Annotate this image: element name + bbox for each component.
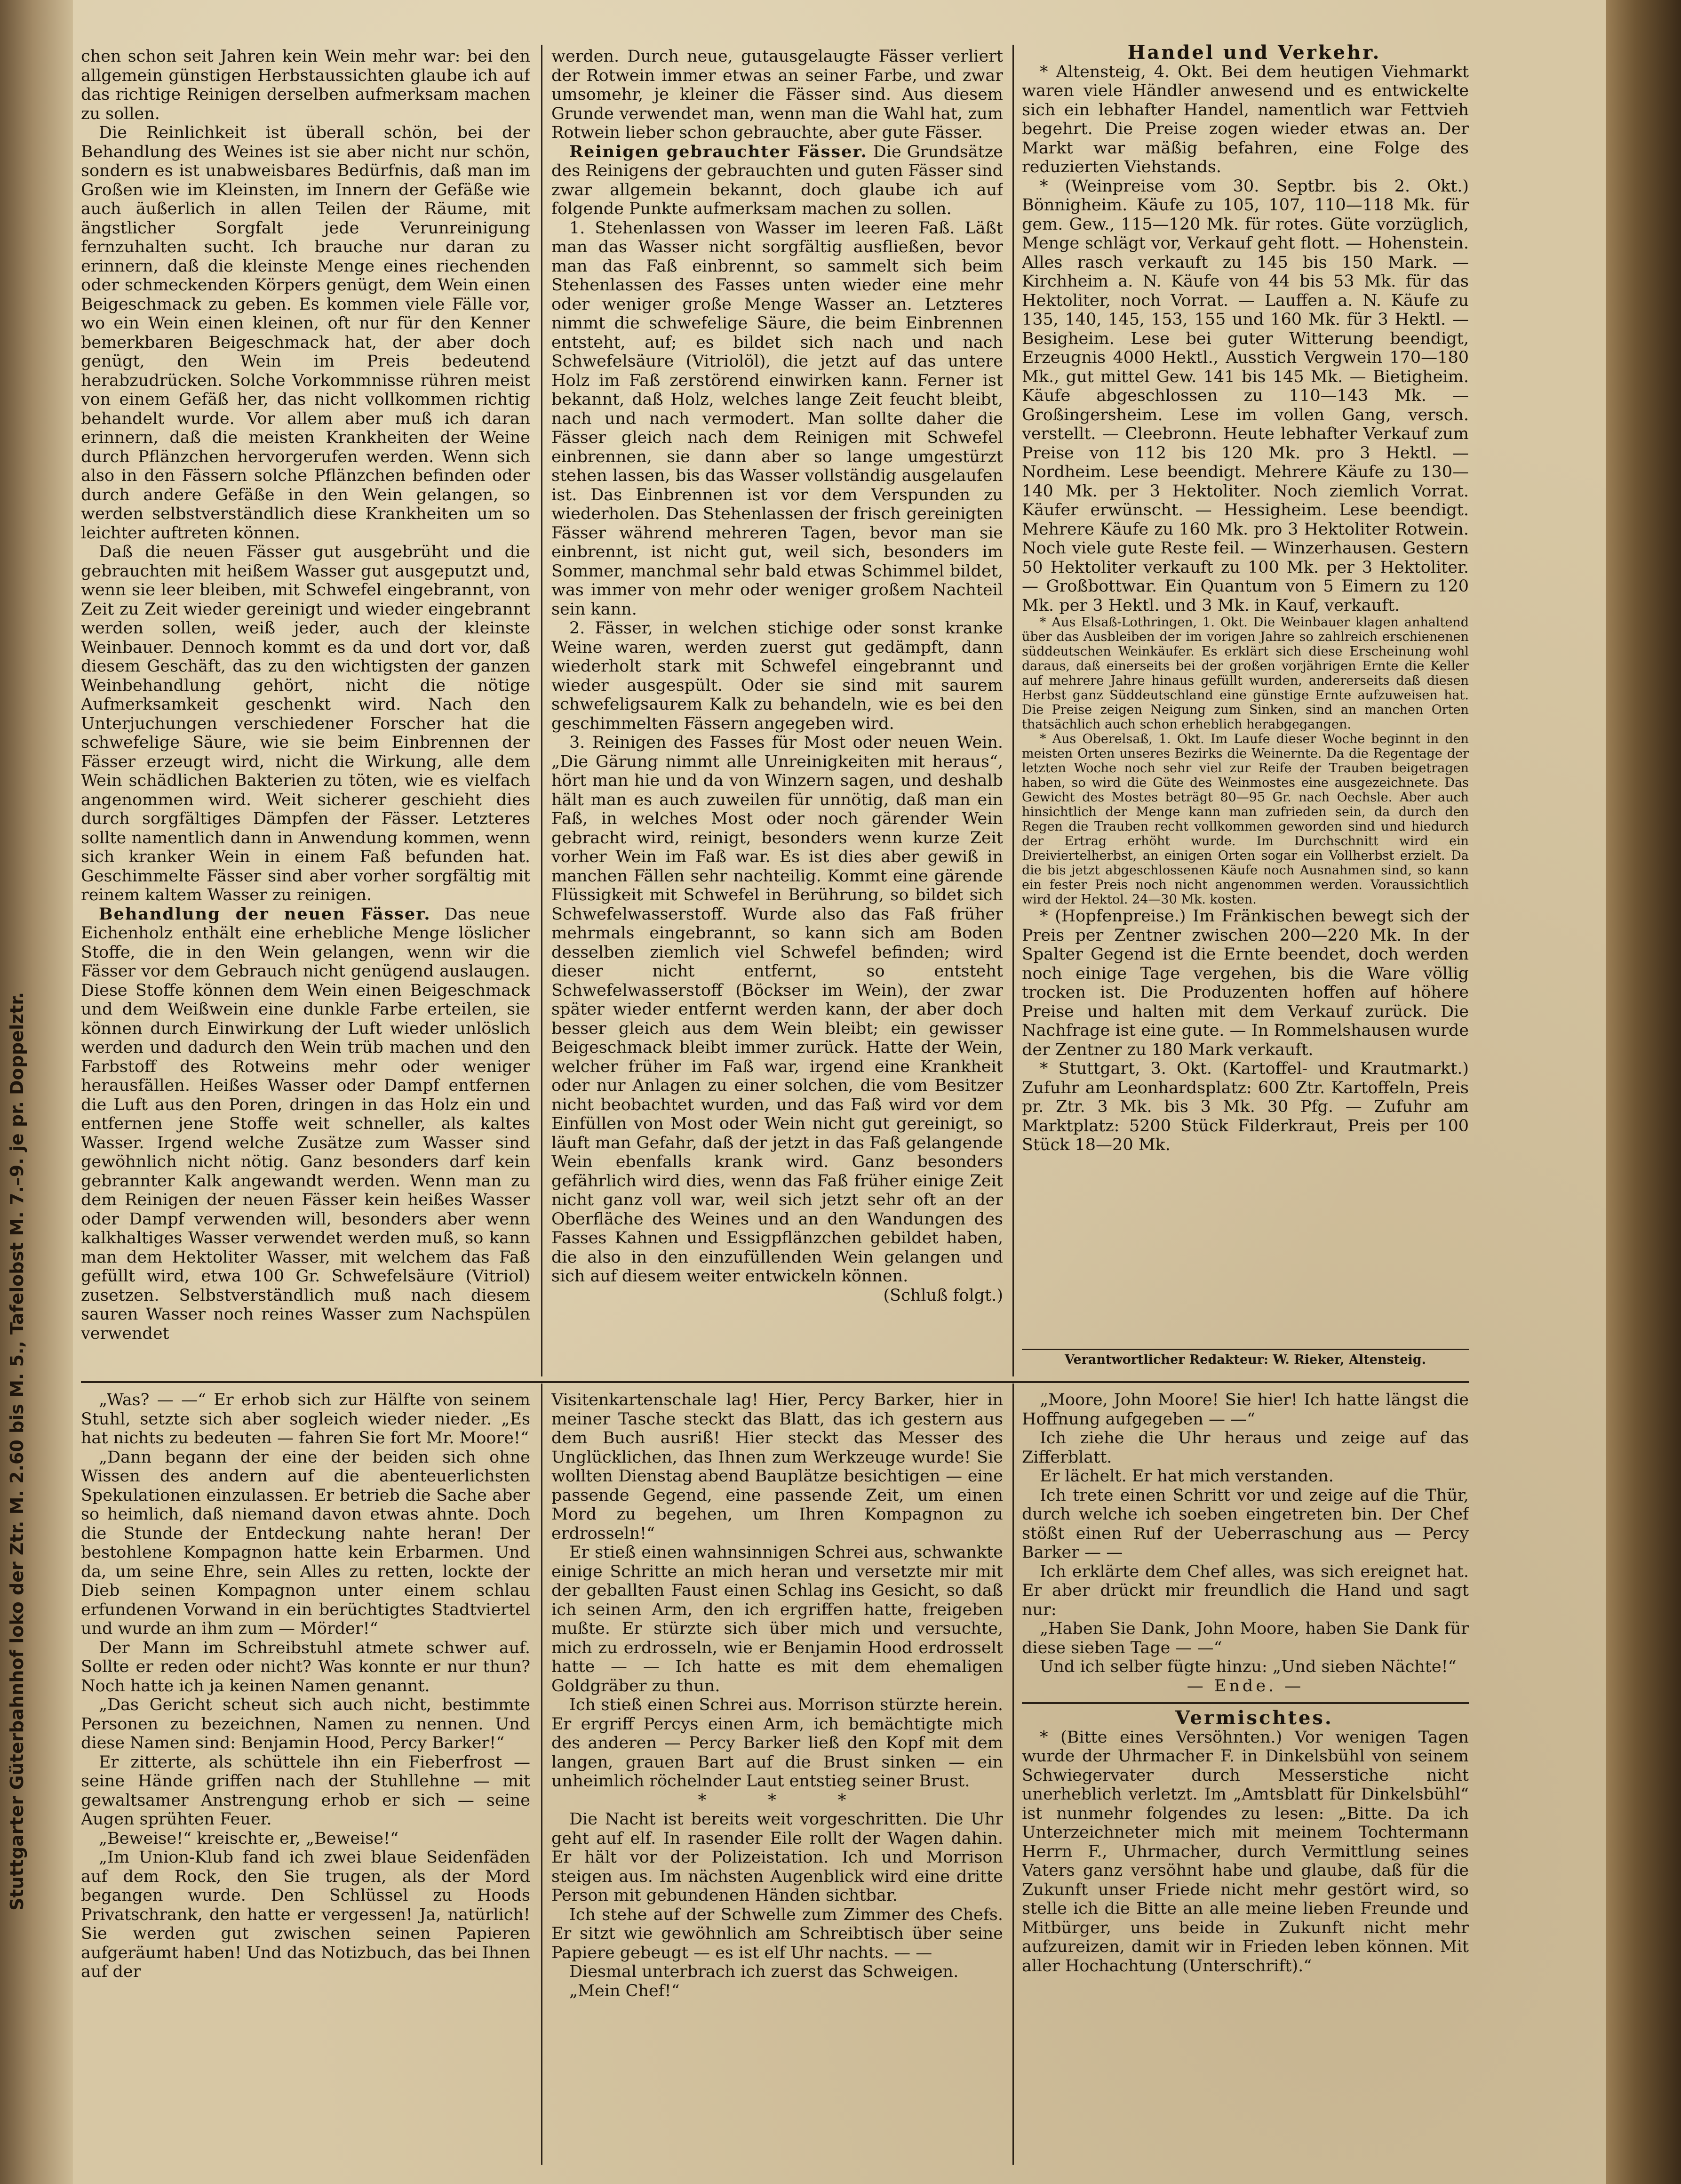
story-paragraph: Ich stehe auf der Schwelle zum Zimmer des Chefs. Er sitzt wie gewöhnlich am Schreibtisch über seine Papiere gebeugt — es ist elf Uhr nachts. — — — [551, 1905, 1003, 1962]
col2-paragraph: 3. Reinigen des Fasses für Most oder neuen Wein. „Die Gärung nimmt alle Unreinigkeiten mit heraus“, hört man hie und da von Winzern sagen, und deshalb hält man es auch zuweilen für unnötig, daß man ein Faß, in welches Most oder noch gärender Wein gebracht wird, reinigt, besonders wenn kurze Zeit vorher Wein im Faß war. Es ist dies aber gewiß in manchen Fällen sehr nachteilig. Kommt eine gärende Flüssigkeit mit Schwefel in Berührung, so bildet sich Schwefelwasserstoff. Wurde also das Faß früher mehrmals eingebrannt, so kann sich am Boden desselben ziemlich viel Schwefel befinden; wird dieser nicht entfernt, so entsteht Schwefelwasserstoff (Böckser im Wein), der zwar später wieder entfernt werden kann, der aber doch besser gleich aus dem Wein bleibt; ein gewisser Beigeschmack bleibt immer zurück. Hatte der Wein, welcher früher im Faß war, irgend eine Krankheit oder nur Anlagen zu einer solchen, die vom Besitzer nicht beobachtet wurden, und das Faß wird vor dem Einfüllen von Most oder Wein nicht gut gereinigt, so läuft man Gefahr, daß der jetzt in das Faß gelangende Wein ebenfalls krank wird. Ganz besonders gefährlich wird dies, wenn das Faß früher einige Zeit nicht ganz voll war, weil sich jetzt sehr oft an der Oberfläche des Weines und an den Wandungen des Fasses Kahnen und Essigpflänzchen gebildet haben, die also in den einzufüllenden Wein gelangen und sich auf diesem weiter entwickeln können. — [551, 733, 1003, 1286]
col1-paragraph: Daß die neuen Fässer gut ausgebrüht und die gebrauchten mit heißem Wasser gut ausgeputzt und, wenn sie leer bleiben, mit Schwefel eingebrannt, von Zeit zu Zeit wieder gereinigt und wieder eingebrannt werden sollen, weiß jeder, auch der kleinste Weinbauer. Dennoch kommt es da und dort vor, daß diesem Geschäft, das zu den wichtigsten der ganzen Weinbehandlung gehört, nicht die nötige Aufmerksamkeit geschenkt wird. Nach den Unterjuchungen verschiedener Forscher hat die schwefelige Säure, wie sie beim Einbrennen der Fässer erzeugt wird, nicht die Wirkung, alle dem Wein schädlichen Bakterien zu töten, wie es vielfach angenommen wird. Weit sicherer geschieht dies durch sorgfältiges Dämpfen der Fässer. Letzteres sollte namentlich dann in Anwendung kommen, wenn sich kranker Wein in einem Faß befunden hat. Geschimmelte Fässer sind aber vorher sorgfältig mit reinem kaltem Wasser zu reinigen. — [81, 543, 530, 904]
col3-paragraph: * (Hopfenpreise.) Im Fränkischen bewegt sich der Preis per Zentner zwischen 200—220 Mk. In der Spalter Gegend ist die Ernte beendet, doch werden noch einige Tage vergehen, bis die Ware völlig trocken ist. Die Produzenten hoffen auf höhere Preise und halten mit dem Verkauf zurück. Die Nachfrage ist eine gute. — In Rommelshausen wurde der Zentner zu 180 Mark verkauft. — [1022, 907, 1469, 1059]
rule — [1022, 1702, 1469, 1704]
story-paragraph: Er stieß einen wahnsinnigen Schrei aus, schwankte einige Schritte an mich heran und versetzte mir mit der geballten Faust einen Schlag ins Gesicht, so daß ich seinen Arm, den ich ergriffen hatte, freigeben mußte. Er stürzte sich über mich und versuchte, mich zu erdrosseln, wie er Benjamin Hood erdrosselt hatte — — Ich hatte es mit dem ehemaligen Goldgräber zu thun. — [551, 1543, 1003, 1696]
story-paragraph: Die Nacht ist bereits weit vorgeschritten. Die Uhr geht auf elf. In rasender Eile rollt der Wagen dahin. Er hält vor der Polizeistation. Ich und Morrison steigen aus. Im nächsten Augenblick wird eine dritte Person mit gebundenen Händen sichtbar. — [551, 1810, 1003, 1905]
column-divider — [1012, 45, 1014, 1376]
story-paragraph: „Mein Chef!“ — [569, 1981, 680, 2000]
page-edge — [1606, 0, 1681, 2184]
column-divider — [1012, 1384, 1014, 2165]
col3-small-paragraph: * Aus Oberelsaß, 1. Okt. Im Laufe dieser Woche beginnt in den meisten Orten unseres Bezirks die Weinernte. Da die Regentage der letzten Woche noch sehr viel zur Reife der Trauben beigetragen haben, so wird die Güte des Weinmostes eine ausgezeichnete. Das Gewicht des Mostes beträgt 80—95 Gr. nach Oechsle. Aber auch hinsichtlich der Menge kann man zufrieden sein, da durch den Regen die Trauben recht vollkommen geworden sind und hiedurch der Ertrag erhöht wurde. Im Durchschnitt wird ein Dreiviertelherbst, an einigen Orten sogar ein Vollherbst erzielt. Da die bis jetzt abgeschlossenen Käufe noch Ausnahmen sind, so kann ein fester Preis noch nicht angenommen werden. Voraussichtlich wird der Hektol. 24—30 Mk. kosten. — [1022, 732, 1469, 907]
story-paragraph: Visitenkartenschale lag! Hier, Percy Barker, hier in meiner Tasche steckt das Blatt, das ich gestern aus dem Buch ausriß! Hier steckt das Messer des Unglücklichen, das Ihnen zum Werkzeuge wurde! Sie wollten Dienstag abend Bauplätze besichtigen — eine passende Gegend, eine passende Zeit, um einen Mord zu begehen, um Ihren Kompagnon zu erdrosseln!“ — [551, 1391, 1003, 1543]
col2-paragraph: Die Grundsätze des Reinigens der gebrauchten und guten Fässer sind zwar allgemein bekannt, doch glaube ich auf folgende Punkte aufmerksam machen zu sollen. — [551, 142, 1003, 218]
column-divider — [541, 1384, 542, 2165]
section-title-vermischtes: Vermischtes. — [1175, 1707, 1333, 1729]
story-paragraph: Ich ziehe die Uhr heraus und zeige auf das Zifferblatt. — [1022, 1429, 1469, 1467]
story-end: — Ende. — — [1187, 1676, 1304, 1696]
story-paragraph: Er lächelt. Er hat mich verstanden. — [1040, 1467, 1334, 1486]
story-column-3 — [1022, 1391, 1469, 2162]
story-paragraph: „Was? — —“ Er erhob sich zur Hälfte von seinem Stuhl, setzte sich aber sogleich wieder nieder. „Es hat nichts zu bedeuten — fahren Sie fort Mr. Moore!“ — [81, 1391, 530, 1448]
col2-paragraph: werden. Durch neue, gutausgelaugte Fässer verliert der Rotwein immer etwas an seiner Farbe, und zwar umsomehr, je kleiner die Fässer sind. Aus diesem Grunde verwendet man, wenn man die Wahl hat, zum Rotwein lieber schon gebrauchte, aber gute Fässer. — [551, 47, 1003, 142]
col2-paragraph: 2. Fässer, in welchen stichige oder sonst kranke Weine waren, werden zuerst gut gedämpft, dann wiederholt stark mit Schwefel eingebrannt und wieder ausgespült. Oder sie sind mit saurem schwefeligsaurem Kalk zu behandeln, wie es bei den geschimmelten Fässern angegeben wird. — [551, 619, 1003, 733]
col3-small-paragraph: * Aus Elsaß-Lothringen, 1. Okt. Die Weinbauer klagen anhaltend über das Ausbleiben der im vorigen Jahre so zahlreich erschienenen süddeutschen Weinkäufer. Es erklärt sich diese Erscheinung wohl daraus, daß einerseits bei der großen vorjährigen Ernte die Keller auf mehrere Jahre hinaus gefüllt wurden, andererseits daß diesen Herbst ganz Süddeutschland eine günstige Ernte aufzuweisen hat. Die Preise zeigen Neigung zum Sinken, sind an manchen Orten thatsächlich auch schon erheblich herabgegangen. — [1022, 615, 1469, 732]
column-divider — [541, 45, 542, 1376]
section-divider — [81, 1381, 1469, 1383]
col1-paragraph: chen schon seit Jahren kein Wein mehr war: bei den allgemein günstigen Herbstaussichten glaube ich auf das richtige Reinigen derselben aufmerksam machen zu sollen. — [81, 47, 530, 123]
col1-heading: Behandlung der neuen Fässer. — [99, 904, 431, 924]
col3-paragraph: * Altensteig, 4. Okt. Bei dem heutigen Viehmarkt waren viele Händler anwesend und es entwickelte sich ein lebhafter Handel, namentlich war Fettvieh begehrt. Die Preise zogen wieder etwas an. Der Markt war mäßig befahren, eine Folge des reduzierten Viehstands. — [1022, 62, 1469, 176]
story-paragraph: „Beweise!“ kreischte er, „Beweise!“ — [99, 1829, 398, 1848]
story-paragraph: Der Mann im Schreibstuhl atmete schwer auf. Sollte er reden oder nicht? Was konnte er nur thun? Noch hatte ich ja keinen Namen genannt. — [81, 1638, 530, 1696]
story-paragraph: Ich trete einen Schritt vor und zeige auf die Thür, durch welche ich soeben eingetreten bin. Der Chef stößt einen Ruf der Ueberraschung aus — Percy Barker — — — [1022, 1486, 1469, 1562]
story-paragraph: Ich erklärte dem Chef alles, was sich ereignet hat. Er aber drückt mir freundlich die Hand und sagt nur: — [1022, 1562, 1469, 1619]
story-paragraph: „Dann begann der eine der beiden sich ohne Wissen des andern auf die abenteuerlichsten Spekulationen einzulassen. Er betrieb die Sache aber so heimlich, daß niemand davon etwas ahnte. Doch die Stunde der Entdeckung nahte heran! Der bestohlene Kompagnon hatte kein Erbarmen. Und da, um seine Ehre, sein Alles zu retten, lockte der Dieb seinen Kompagnon unter einem schlau erfundenen Vorwand in ein berüchtigtes Stadtviertel und wurde an ihm zum — Mörder!“ — [81, 1448, 530, 1638]
story-paragraph: Und ich selber fügte hinzu: „Und sieben Nächte!“ — [1040, 1657, 1457, 1676]
col3-paragraph: * (Weinpreise vom 30. Septbr. bis 2. Okt.) Bönnigheim. Käufe zu 105, 107, 110—118 Mk. für gem. Gew., 115—120 Mk. für rotes. Güte vorzüglich, Menge schlägt vor, Verkauf geht flott. — Hohenstein. Alles rasch verkauft zu 145 bis 150 Mark. — Kirchheim a. N. Käufe von 44 bis 53 Mk. für das Hektoliter, noch Vorrat. — Lauffen a. N. Käufe zu 135, 140, 145, 153, 155 und 160 Mk. für 3 Hektl. — Besigheim. Lese bei guter Witterung beendigt, Erzeugnis 4000 Hektl., Ausstich Vergwein 170—180 Mk., gut mittel Gew. 141 bis 145 Mk. — Bietigheim. Käufe abgeschlossen zu 110—143 Mk. — Großingersheim. Lese im vollen Gang, versch. verstellt. — Cleebronn. Heute lebhafter Verkauf zum Preise von 112 bis 120 Mk. pro 3 Hektl. — Nordheim. Lese beendigt. Mehrere Käufe zu 130—140 Mk. per 3 Hektoliter. Noch ziemlich Vorrat. Käufer erwünscht. — Hessigheim. Lese beendigt. Mehrere Käufe zu 160 Mk. pro 3 Hektoliter Rotwein. Noch viele gute Reste feil. — Winzerhausen. Gestern 50 Hektoliter verkauft zu 100 Mk. per 3 Hektoliter. — Großbottwar. Ein Quantum von 5 Eimern zu 120 Mk. per 3 Hektl. und 3 Mk. in Kauf, verkauft. — [1022, 176, 1469, 615]
story-paragraph: „Das Gericht scheut sich auch nicht, bestimmte Personen zu bezeichnen, Namen zu nennen. Und diese Namen sind: Benjamin Hood, Percy Barker!“ — [81, 1696, 530, 1752]
col3-paragraph: * Stuttgart, 3. Okt. (Kartoffel- und Krautmarkt.) Zufuhr am Leonhardsplatz: 600 Ztr. Kartoffeln, Preis pr. Ztr. 3 Mk. bis 3 Mk. 30 Pfg. — Zufuhr am Marktplatz: 5200 Stück Filderkraut, Preis per 100 Stück 18—20 Mk. — [1022, 1059, 1469, 1154]
story-paragraph: „Haben Sie Dank, John Moore, haben Sie Dank für diese sieben Tage — —“ — [1022, 1619, 1469, 1657]
story-paragraph: Diesmal unterbrach ich zuerst das Schweigen. — [569, 1962, 959, 1981]
spine-note — [3, 734, 73, 1911]
to-be-continued: (Schluß folgt.) — [883, 1286, 1003, 1305]
col2-heading: Reinigen gebrauchter Fässer. — [569, 142, 868, 161]
vermischtes-paragraph: * (Bitte eines Versöhnten.) Vor wenigen Tagen wurde der Uhrmacher F. in Dinkelsbühl von seinem Schwiegervater durch Messerstiche nicht unerheblich verletzt. Im „Amtsblatt für Dinkelsbühl“ ist nunmehr folgendes zu lesen: „Bitte. Da ich Unterzeichneter mich mit meinem Tochtermann Herrn F., Uhrmacher, durch Vermittlung seines Vaters ganz versöhnt habe und glaube, daß für die Zukunft unser Friede nicht mehr gestört wird, so stelle ich die Bitte an alle meine lieben Freunde und Mitbürger, uns beide in Zukunft nicht mehr aufzureizen, damit wir in Frieden leben können. Mit aller Hochachtung (Unterschrift).“ — [1022, 1728, 1469, 1976]
col2-paragraph: 1. Stehenlassen von Wasser im leeren Faß. Läßt man das Wasser nicht sorgfältig ausfließen, bevor man das Faß einbrennt, so sammelt sich beim Stehenlassen des Fasses unten wieder eine mehr oder weniger große Menge Wasser an. Letzteres nimmt die schwefelige Säure, die beim Einbrennen entsteht, auf; es bildet sich nach und nach Schwefelsäure (Vitriolöl), die jetzt auf das untere Holz im Faß zerstörend einwirken kann. Ferner ist bekannt, daß Holz, welches lange Zeit feucht bleibt, nach und nach vermodert. Man sollte daher die Fässer gleich nach dem Reinigen mit Schwefel einbrennen, sie dann aber so lange umgestürzt stehen lassen, bis das Wasser vollständig ausgelaufen ist. Das Einbrennen ist vor dem Verspunden zu wiederholen. Das Stehenlassen der frisch gereinigten Fässer während mehreren Tagen, bevor man sie einbrennt, ist nicht gut, weil sich, besonders im Sommer, manchmal sehr bald etwas Schimmel bildet, was immer von mehr oder weniger großem Nachteil sein kann. — [551, 218, 1003, 619]
spine-note-text: Stuttgarter Güterbahnhof loko der Ztr. M. 2.60 bis M. 5., Tafelobst M. 7.–9. je pr. Doppelztr. — [7, 992, 27, 1911]
story-paragraph: „Im Union-Klub fand ich zwei blaue Seidenfäden auf dem Rock, den Sie trugen, als der Mord begangen wurde. Den Schlüssel zu Hoods Privatschrank, den hatte er vergessen! Ja, natürlich! Sie werden gut zwischen seinen Papieren aufgeräumt haben! Und das Notizbuch, das bei Ihnen auf der — [81, 1848, 530, 1981]
column-1 — [81, 47, 530, 1374]
rule — [1022, 1349, 1469, 1350]
story-paragraph: Ich stieß einen Schrei aus. Morrison stürzte herein. Er ergriff Percys einen Arm, ich bemächtigte mich des anderen — Percy Barker ließ den Kopf mit dem langen, grauen Bart auf die Brust sinken — ein unheimlich röchelnder Laut entstieg seiner Brust. — [551, 1696, 1003, 1791]
editor-line: Verantwortlicher Redakteur: W. Rieker, Altensteig. — [1065, 1352, 1426, 1367]
section-break-stars: * * * — [698, 1791, 875, 1810]
column-2 — [551, 47, 1003, 1374]
col1-paragraph: Das neue Eichenholz enthält eine erhebliche Menge löslicher Stoffe, die in den Wein gelangen, wenn wir die Fässer vor dem Gebrauch nicht genügend auslaugen. Diese Stoffe können dem Wein einen Beigeschmack und dem Weißwein eine dunkle Farbe erteilen, sie können durch Einwirkung der Luft wieder unlöslich werden und dadurch den Wein trüb machen und den Farbstoff des Rotweins mehr oder weniger herausfällen. Heißes Wasser oder Dampf entfernen die Luft aus den Poren, dringen in das Holz ein und entfernen jene Stoffe weit schneller, als kaltes Wasser. Irgend welche Zusätze zum Wasser sind gewöhnlich nicht nötig. Ganz besonders darf kein gebrannter Kalk angewandt werden. Wenn man zu dem Reinigen der neuen Fässer kein heißes Wasser oder Dampf verwenden will, besonders aber wenn kalkhaltiges Wasser verwendet werden muß, so kann man dem Hektoliter Wasser, mit welchem das Faß gefüllt wird, etwa 100 Gr. Schwefelsäure (Vitriol) zusetzen. Selbstverständlich muß nach diesem sauren Wasser noch reines Wasser zum Nachspülen verwendet — [81, 904, 530, 1343]
section-title-handel: Handel und Verkehr. — [1127, 43, 1381, 64]
col1-paragraph: Die Reinlichkeit ist überall schön, bei der Behandlung des Weines ist sie aber nicht nur schön, sondern es ist unabweisbares Bedürfnis, daß man im Großen wie im Kleinsten, im Innern der Gefäße wie auch äußerlich in allen Teilen der Räume, mit ängstlicher Sorgfalt jede Verunreinigung fernzuhalten sucht. Ich brauche nur daran zu erinnern, daß die kleinste Menge eines riechenden oder schmeckenden Körpers genügt, dem Wein einen Beigeschmack zu geben. Es kommen viele Fälle vor, wo ein Wein einen kleinen, oft nur für den Kenner bemerkbaren Beigeschmack hat, der aber doch genügt, den Wein im Preis bedeutend herabzudrücken. Solche Vorkommnisse rühren meist von einem Gefäß her, das nicht vollkommen richtig behandelt wurde. Vor allem aber muß ich daran erinnern, daß die meisten Krankheiten der Weine durch Pflänzchen hervorgerufen werden. Wenn sich also in den Fässern solche Pflänzchen befinden oder durch andere Gefäße in den Wein gelangen, so werden selbstverständlich diese Krankheiten um so leichter auftreten können. — [81, 123, 530, 543]
story-column-1 — [81, 1391, 530, 2162]
story-column-2 — [551, 1391, 1003, 2162]
story-paragraph: Er zitterte, als schüttele ihn ein Fieberfrost — seine Hände griffen nach der Stuhllehne — mit gewaltsamer Anstrengung erhob er sich — seine Augen sprühten Feuer. — [81, 1752, 530, 1829]
story-paragraph: „Moore, John Moore! Sie hier! Ich hatte längst die Hoffnung aufgegeben — —“ — [1022, 1391, 1469, 1429]
column-3 — [1022, 43, 1469, 1347]
